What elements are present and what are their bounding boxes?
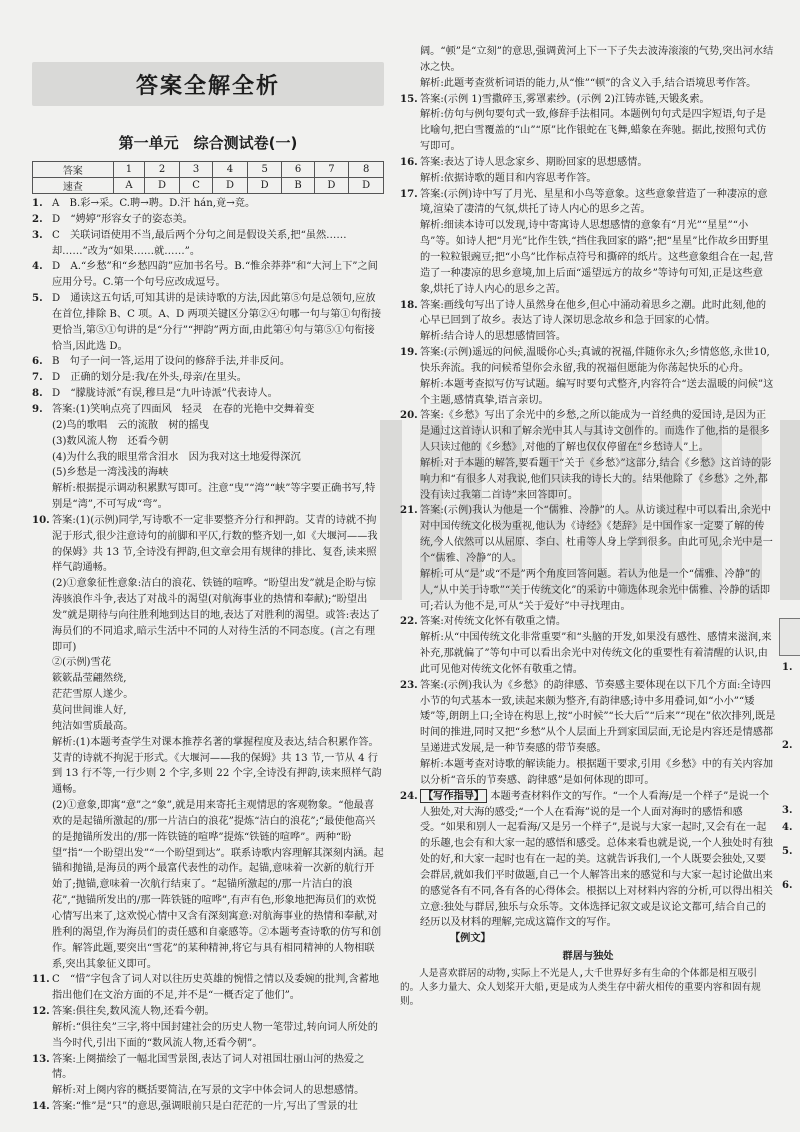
- answer-item: [32, 196, 384, 212]
- item-number: 5.: [32, 292, 43, 305]
- item-number: [400, 630, 420, 678]
- answer-item: [32, 576, 384, 655]
- answer-item: [32, 655, 384, 671]
- answer-item: [32, 1083, 384, 1099]
- answer-cell: D: [247, 178, 282, 194]
- item-number: 2.: [32, 212, 43, 225]
- item-text: 答案:(示例)诗中写了月光、星星和小鸟等意象。这些意象营造了一种凄凉的意境,渲染了凄清的气氛,烘托了诗人内心的思乡之苦。: [420, 188, 768, 216]
- answer-item: [32, 402, 384, 418]
- item-number: [32, 798, 52, 972]
- item-text: 答案:(示例 1)雪撒碎玉,雾罩素纱。(示例 2)江铸赤链,天锻炙索。: [420, 93, 710, 105]
- item-text: 纯洁如雪质最高。: [52, 720, 134, 732]
- item-text: 解析:依据诗歌的题目和内容思考作答。: [420, 172, 597, 184]
- item-number: 8.: [32, 387, 43, 400]
- answer-item: [32, 418, 384, 434]
- item-number: 22.: [400, 615, 418, 628]
- item-text: (4)为什么我的眼里常含泪水 因为我对这土地爱得深沉: [52, 451, 301, 463]
- watermark: [380, 420, 800, 600]
- item-text: 解析:本题考查对诗歌的解读能力。根据题干要求,引用《乡愁》中的有关内容加以分析“音乐的节奏感、韵律感”是如何体现的即可。: [420, 758, 774, 786]
- answer-item: [32, 370, 384, 386]
- item-text: 解析:对于本题的解答,要看题干“关于《乡愁》”这部分,结合《乡愁》这首诗的影响力和“有很多人对我说,他们只读我的诗长大的。结果他除了《乡愁》之外,都没有读过我第二首诗”来回答即可。: [420, 457, 772, 501]
- item-text: (2)鸟的歌唱 云的流散 树的摇曳: [52, 419, 210, 431]
- item-text: 解析:此题考查赏析词语的能力,从“惟”“顿”的含义入手,结合语境思考作答。: [420, 77, 757, 89]
- answer-item: [32, 354, 384, 370]
- item-number: [32, 450, 52, 466]
- item-number: [32, 671, 52, 687]
- answer-item: [32, 1004, 384, 1020]
- item-number: 23.: [400, 678, 418, 691]
- answer-cell: D: [314, 178, 349, 194]
- item-number: 16.: [400, 155, 418, 168]
- unit-title: 第一单元 综合测试卷(一): [118, 134, 298, 152]
- answer-item: [32, 687, 384, 703]
- answer-item: [32, 228, 384, 260]
- answer-item: [400, 187, 776, 219]
- answer-cell: D: [349, 178, 384, 194]
- answer-item: [32, 719, 384, 735]
- item-text: 解析:仿句与例句要句式一致,修辞手法相同。本题例句句式是四字短语,句子是比喻句,把白雪覆盖的“山”“原”比作银蛇在飞舞,蜡象在奔驰。据此,按照句式仿写即可。: [420, 109, 767, 153]
- item-text: 答案:表达了诗人思念家乡、期盼回家的思想感情。: [420, 156, 648, 168]
- check-label: 速查: [33, 178, 114, 194]
- item-text: (2)①意象征性意象:洁白的浪花、铁链的喧哗。“盼望出发”就是企盼与惊涛骇浪作斗争,表达了对战斗的渴望(对航海事业的热情和奉献);“盼望出发”就是期待与向往胜利地到达目的地,表达了对胜利的渴望。或答:表达了海员们的不同追求,暗示生活中不同的人对待生活的不同态度。(言之有理即可): [52, 578, 380, 653]
- answer-item: [32, 1020, 384, 1052]
- answer-item: [400, 218, 776, 297]
- answer-cell: D: [145, 178, 180, 194]
- item-number: [400, 377, 420, 409]
- item-text: 答案:俱往矣,数风流人物,还看今朝。: [52, 1006, 215, 1018]
- answer-item: [32, 1099, 384, 1115]
- item-text: 解析:对上阕内容的概括要简洁,在写景的文字中体会词人的思想感情。: [52, 1085, 365, 1097]
- item-text: 解析:结合诗人的思想感情回答。: [420, 331, 567, 343]
- item-text: 解析:根据提示调动积累默写即可。注意“曳”“湾”“峡”等字要正确书写,特别是“湾”,不可写成“弯”。: [52, 483, 376, 511]
- item-text: ②(示例)雪花: [52, 657, 111, 669]
- question-number-cell: 5: [247, 162, 282, 178]
- item-text: 答案:(1)笑响点亮了四面风 轻灵 在春的光艳中交舞着变: [52, 403, 315, 415]
- question-number-cell: 3: [179, 162, 212, 178]
- item-number: [32, 1083, 52, 1099]
- item-text: 答案:对传统文化怀有敬重之情。: [420, 616, 567, 628]
- answer-item: [32, 798, 384, 972]
- page-edge-tab: [779, 618, 800, 656]
- item-number: [32, 1020, 52, 1052]
- item-number: [32, 576, 52, 655]
- answer-item: [32, 1052, 384, 1084]
- item-text: 阔。“顿”是“立刻”的意思,强调黄河上下一下子失去波涛滚滚的气势,突出河水结冰之快。: [420, 46, 774, 73]
- edge-item-number: 1.: [782, 662, 793, 673]
- item-number: [400, 757, 420, 789]
- item-text: 解析:可从“是”或“不是”两个角度回答问题。若认为他是一个“儒雅、冷静”的人,“从中关于诗歌”“关于传统文化”的采访中筛选体现余光中儒雅、冷静的话即可;若认为他不是,可从“关于爱好”中寻找理由。: [420, 568, 771, 612]
- item-text: D 正确的划分是:我/在外头,母亲/在里头。: [52, 372, 247, 384]
- item-number: [32, 434, 52, 450]
- answer-item: [32, 972, 384, 1004]
- answer-item: [32, 259, 384, 291]
- edge-item-number: 2.: [782, 740, 793, 751]
- item-number: 17.: [400, 187, 418, 200]
- item-number: 19.: [400, 346, 418, 359]
- answer-item: [400, 298, 776, 330]
- item-text: 答案:画线句写出了诗人虽然身在他乡,但心中涌动着思乡之潮。此时此刻,他的心早已回到了故乡。表达了诗人深切思念故乡和急于回家的心情。: [420, 299, 767, 327]
- answer-item: [400, 614, 776, 630]
- answer-item: [400, 630, 776, 678]
- answer-cell: D: [213, 178, 248, 194]
- answer-item: [32, 386, 384, 402]
- item-text: 答案:(示例)我认为《乡愁》的韵律感、节奏感主要体现在以下几个方面:全诗四小节的句式基本一致,读起来颇为整齐,有韵律感;诗中多用叠词,如“小小”“矮矮”等,朗朗上口;全诗在构思上,按“小时候”“长大后”“后来”“现在”依次排列,既是时间的推进,同时又把“乡愁”从个人层面上升到家国层面,无论是内容还是情感都呈递进式发展,是一种节奏感的带节奏感。: [420, 679, 776, 755]
- item-text: B 句子一问一答,运用了设问的修辞手法,并非反问。: [52, 356, 291, 368]
- item-number: 7.: [32, 371, 43, 384]
- answer-item: [400, 155, 776, 171]
- item-number: [32, 687, 52, 703]
- answer-item: [400, 345, 776, 377]
- question-number-cell: 4: [213, 162, 248, 178]
- item-number: 12.: [32, 1005, 50, 1018]
- item-number: 20.: [400, 409, 418, 422]
- item-text: 解析:本题考查拟写仿写试题。编写时要句式整齐,内容符合“送去温暖的问候”这个主题,感情真挚,语言亲切。: [420, 378, 774, 406]
- answer-item: [32, 513, 384, 576]
- item-number: 15.: [400, 92, 418, 105]
- left-column: [32, 196, 384, 1115]
- item-text: (2)①意象,即寓“意”之“象”,就是用来寄托主观情思的客观物象。“他最喜欢的是起锚所激起的/那一片洁白的浪花”提炼“洁白的浪花”;“最使他高兴的是抛锚所发出的/那一阵铁链的喧哗”提炼“铁链的喧哗”。两种“盼望”指“一个盼望出发”“一个盼望到达”。联系诗歌内容理解其深刻内涵。起锚和抛锚,是海员的两个最富代表性的动作。起锚,意味着一次新的航行开始了;抛锚,意味着一次航行结束了。“起锚所激起的/那一片洁白的浪花”,“抛锚所发出的/那一阵铁链的喧哗”,有声有色,形象地把海员们的欢悦心情写出来了,这欢悦心情中又含有深刻寓意:对航海事业的热情和奉献,对胜利的渴望,作为海员们的责任感和自豪感等。②本题考查诗歌的仿写和创作。解答此题,要突出“雪花”的某种精神,将它与具有相同精神的人物相联系,突出其象征义即可。: [52, 800, 384, 970]
- item-text: 答案:上阕描绘了一幅北国雪景图,表达了词人对祖国壮丽山河的热爱之情。: [52, 1053, 365, 1081]
- item-text: 答案:《乡愁》写出了余光中的乡愁,之所以能成为一首经典的爱国诗,是因为正是通过这首诗认识和了解余光中其人与其诗文创作的。而选作了他,指的是很多人只读过他的《乡愁》,对他的了解也仅仅停留在“乡愁诗人”上。: [420, 410, 770, 454]
- item-text: 答案:(示例)我认为他是一个“儒雅、冷静”的人。从访谈过程中可以看出,余光中对中国传统文化极为重视,他认为《诗经》《楚辞》是中国作家一定要了解的传统,今人依然可以从屈原、李白、杜甫等人身上学到很多。由此可见,余光中是一个“儒雅、冷静”的人。: [420, 505, 773, 564]
- question-number-cell: 1: [113, 162, 145, 178]
- edge-item-number: 3.: [782, 805, 793, 816]
- item-number: 9.: [32, 402, 43, 415]
- item-number: 21.: [400, 504, 418, 517]
- answer-item: [400, 171, 776, 187]
- answer-item: [400, 107, 776, 155]
- item-text: 解析:细读本诗可以发现,诗中寄寓诗人思想感情的意象有“月光”“星星”“小鸟”等。如诗人把“月光”比作生铁,“挡住我回家的路”;把“星星”比作故乡田野里的一粒粒银豌豆;把“小鸟”比作标点符号和撕碎的纸片。这些意象组合在一起,营造了一种凄凉的思乡意境,加上后面“遥望远方的故乡”等诗句可知,正是这些意象,烘托了诗人内心的思乡之苦。: [420, 220, 774, 295]
- answer-item: [32, 735, 384, 798]
- answer-item: [400, 377, 776, 409]
- item-text: C 关联词语使用不当,最后两个分句之间是假设关系,把“虽然……却……”改为“如果……就……”。: [52, 229, 347, 257]
- item-number: [400, 171, 420, 187]
- answer-table: [32, 161, 384, 194]
- item-text: 答案:“惟”是“只”的意思,强调眼前只是白茫茫的一片,写出了雪景的壮: [52, 1101, 358, 1113]
- item-text: D “朦胧诗派”有误,穆旦是“九叶诗派”代表诗人。: [52, 388, 278, 400]
- answer-cell: C: [179, 178, 212, 194]
- answer-label: 答案: [33, 162, 114, 178]
- example-label: 【例文】: [450, 932, 491, 945]
- essay-title: 群居与独处: [562, 950, 614, 963]
- item-number: 24.: [400, 789, 418, 802]
- item-text: 解析:“俱往矣”三字,将中国封建社会的历史人物一笔带过,转向词人所处的当今时代,引出下面的“数风流人物,还看今朝”。: [52, 1021, 378, 1049]
- item-number: [32, 719, 52, 735]
- answer-item: [400, 757, 776, 789]
- item-text: 茫茫雪原人遂少。: [52, 689, 134, 701]
- item-text: (3)数风流人物 还看今朝: [52, 435, 169, 447]
- item-number: 3.: [32, 228, 43, 241]
- section-banner: 答案全解全析: [32, 62, 384, 106]
- item-number: [32, 655, 52, 671]
- item-number: 13.: [32, 1052, 50, 1065]
- item-text: 簌簌晶莹翩然绕,: [52, 673, 127, 685]
- writing-guide-tag: 【写作指导】: [420, 789, 487, 803]
- item-number: [32, 703, 52, 719]
- essay-text: 人是喜欢群居的动物,实际上不光是人,大千世界好多有生命的个体都是相互吸引的。人多力量大、众人划桨开大船,更是成为人类生存中薪火相传的重要内容和固有规则。: [400, 967, 761, 1007]
- answer-item: [32, 212, 384, 228]
- question-number-cell: 8: [349, 162, 384, 178]
- item-number: [32, 465, 52, 481]
- question-number-cell: 6: [282, 162, 314, 178]
- answer-cell: B: [282, 178, 314, 194]
- answer-item: [32, 703, 384, 719]
- item-text: D A.“乡愁”和“乡愁四韵”应加书名号。B.“惟余莽莽”和“大河上下”之间应用分号。C.第一个句号应改成逗号。: [52, 261, 378, 289]
- answer-item: [400, 789, 776, 932]
- item-number: [400, 44, 420, 76]
- question-number-cell: 2: [145, 162, 180, 178]
- item-number: 6.: [32, 355, 43, 368]
- item-text: D 通读这五句话,可知其讲的是读诗歌的方法,因此第⑤句是总领句,应放在首位,排除 B、C 项。A、D 两项关键区分第②④句哪一句与第①句衔接更恰当,第⑤①句讲的是“分行”“押韵”两方面,由此第④句与第⑤①句衔接恰当,因此选 D。: [52, 293, 382, 352]
- edge-item-number: 5.: [782, 846, 793, 857]
- item-text: 解析:(1)本题考查学生对课本推荐名著的掌握程度及表达,结合积累作答。艾青的诗就不拘泥于形式。《大堰河——我的保姆》共 13 节,一节从 4 行到 13 行不等,一行少则 2 个字,多则 22 个字,全诗没有押韵,读来照样气韵通畅。: [52, 736, 382, 796]
- item-text: D “娉婷”形容女子的姿态美。: [52, 213, 193, 225]
- answer-item: [400, 92, 776, 108]
- answer-item: [32, 671, 384, 687]
- item-number: [400, 218, 420, 297]
- answer-item: [400, 44, 776, 76]
- item-number: 1.: [32, 197, 43, 209]
- item-text: 答案:(1)(示例)同学,写诗歌不一定非要整齐分行和押韵。艾青的诗就不拘泥于形式,很少注意诗句的前脚和平仄,行数的整齐划一,如《大堰河——我的保姆》共 13 节,全诗没有押韵,但文章会用有规律的排比、复沓,读来照样气韵通畅。: [52, 514, 378, 574]
- item-text: 答案:(示例)遥远的问候,温暖你心头;真诚的祝福,伴随你永久;乡情悠悠,永世10,快乐奔流。我的问候希望你会永留,我的祝福但愿能为你荡起快乐的心舟。: [420, 347, 770, 374]
- item-text: 本题考查材料作文的写作。“一个人看海/是一个样子”是说一个人独处,对大海的感受;“一个人在看海”说的是一个人面对海时的感悟和感受。“如果和别人一起看海/又是另一个样子”,是说与大家一起时,又会有在一起的乐趣,也会有和大家一起的感悟和感受。总体来看也就是说,一个人独处时有独处的好,和大家一起时也有在一起的美。这就告诉我们,一个人既要会独处,又要会群居,就如我们平时做题,自己一个人解答出来的感觉和与大家一起讨论做出来的感觉各有不同,各有各的心得体会。根据以上对材料内容的分析,可以得出相关立意:独处与群居,独乐与众乐等。文体选择记叙文或是议论文都可,结合自己的经历以及材料的理解,完成这篇作文的写作。: [420, 790, 773, 929]
- item-number: 18.: [400, 298, 418, 311]
- item-number: [32, 481, 52, 513]
- item-number: [400, 329, 420, 345]
- item-text: C “惜”字包含了词人对以往历史英雄的惋惜之情以及委婉的批判,含蓄地指出他们在文治方面的不足,并不是“一概否定了他们”。: [52, 974, 380, 1002]
- answer-cell: A: [113, 178, 145, 194]
- item-number: 11.: [32, 973, 50, 986]
- answer-item: [32, 465, 384, 481]
- answer-item: [32, 434, 384, 450]
- answer-item: [32, 450, 384, 466]
- answer-item: [400, 76, 776, 92]
- item-number: 4.: [32, 260, 43, 273]
- item-text: 解析:从“中国传统文化非常重要”和“头脑的开发,如果没有感性、感情来滋润,来补充,那就偏了”等句中可以看出余光中对传统文化的重要性有着清醒的认识,由此可见他对传统文化怀有敬重之情。: [420, 632, 772, 675]
- item-text: (5)乡愁是一湾浅浅的海峡: [52, 467, 169, 479]
- answer-item: [400, 678, 776, 757]
- item-text: 莫问世间谁人好,: [52, 705, 127, 716]
- item-text: A B.彩→采。C.聘→聘。D.汗 hán,竟→竞。: [52, 198, 256, 209]
- edge-item-number: 6.: [782, 880, 793, 891]
- item-number: [32, 418, 52, 434]
- question-number-cell: 7: [314, 162, 349, 178]
- item-number: [400, 76, 420, 92]
- answer-item: [32, 291, 384, 354]
- item-number: 14.: [32, 1100, 50, 1113]
- item-number: [400, 107, 420, 155]
- item-number: 10.: [32, 513, 50, 526]
- answer-item: [32, 481, 384, 513]
- item-number: [32, 735, 52, 798]
- edge-item-number: 4.: [782, 822, 793, 833]
- answer-item: [400, 329, 776, 345]
